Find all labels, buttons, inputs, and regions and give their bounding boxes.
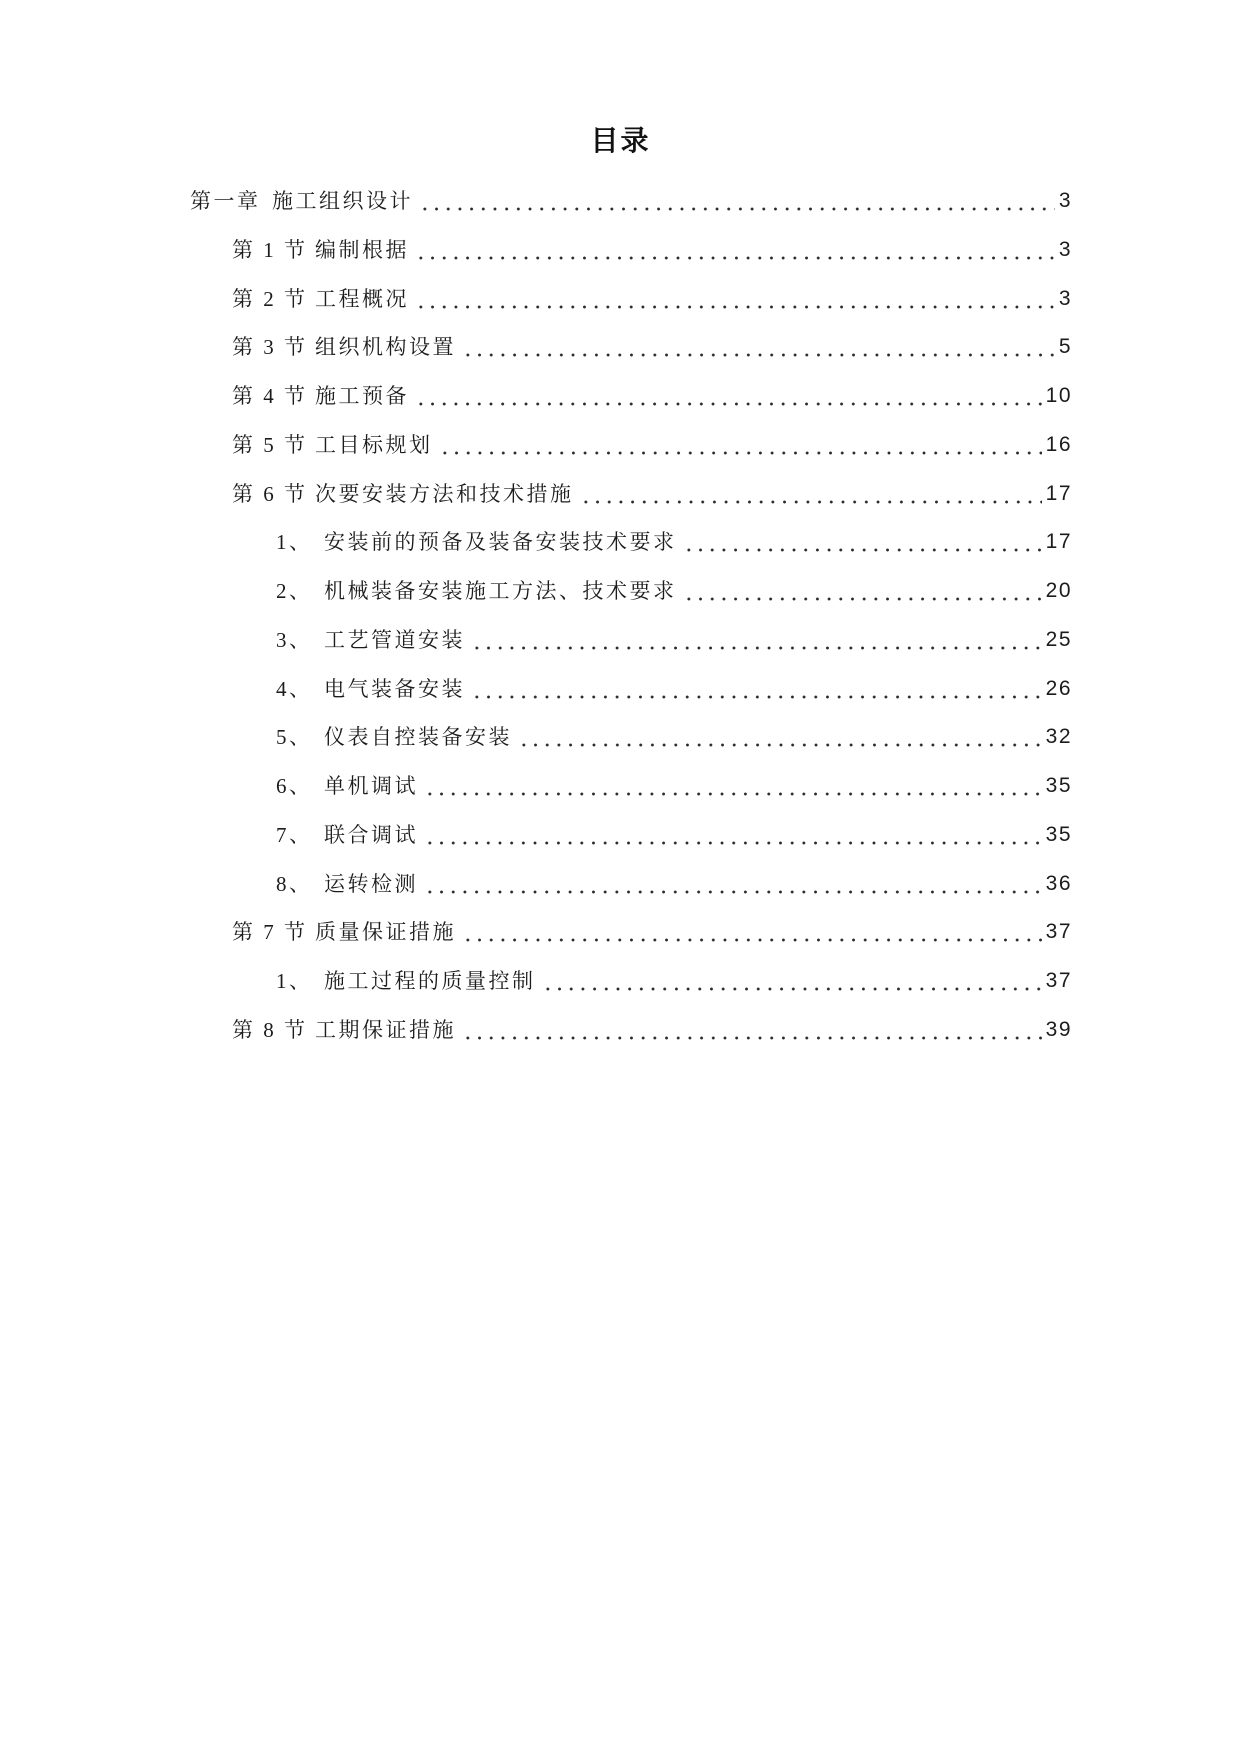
toc-entry-item-6-8 bbox=[0, 860, 1241, 909]
toc-entry-section-1 bbox=[0, 226, 1241, 275]
toc-entry-item-6-6 bbox=[0, 762, 1241, 811]
page-title: 目录 bbox=[590, 126, 651, 157]
toc-entry-title: 机械装备安装施工方法、技术要求 bbox=[324, 579, 677, 603]
toc-entry-page: 35 bbox=[1045, 774, 1072, 797]
toc-leader-dots bbox=[462, 908, 1042, 957]
toc-entry-item-6-2 bbox=[0, 567, 1241, 616]
toc-entry-page: 3 bbox=[1058, 189, 1072, 212]
toc-entry-page: 17 bbox=[1045, 481, 1072, 505]
toc-entry-chapter-1 bbox=[0, 177, 1241, 226]
toc-entry-number: 5、 bbox=[276, 725, 313, 750]
toc-leader-dots bbox=[424, 860, 1042, 909]
toc-entry-page: 26 bbox=[1045, 676, 1072, 700]
toc-entry-number: 8、 bbox=[276, 871, 313, 896]
toc-entry-page: 3 bbox=[1058, 286, 1072, 310]
toc-entry-title: 施工过程的质量控制 bbox=[324, 969, 536, 993]
toc-leader-dots bbox=[518, 713, 1042, 762]
toc-entry-title: 编制根据 bbox=[315, 237, 409, 262]
toc-entry-page: 10 bbox=[1045, 384, 1072, 407]
toc-leader-dots bbox=[462, 1006, 1042, 1055]
toc-leader-dots bbox=[424, 762, 1042, 811]
toc-entry-item-6-4 bbox=[0, 665, 1241, 714]
toc-entry-number: 第一章 bbox=[190, 189, 261, 213]
toc-entry-number: 第 5 节 bbox=[232, 432, 308, 457]
toc-entry-title: 施工组织设计 bbox=[272, 189, 413, 213]
toc-entry-number: 3、 bbox=[276, 627, 313, 652]
toc-entry-title: 电气装备安装 bbox=[324, 676, 465, 701]
toc-leader-dots bbox=[683, 518, 1042, 567]
toc-entry-page: 37 bbox=[1045, 969, 1072, 992]
toc-entry-page: 5 bbox=[1058, 335, 1072, 359]
toc-entry-title: 工程概况 bbox=[315, 286, 409, 311]
toc-entry-title: 工期保证措施 bbox=[315, 1017, 456, 1042]
toc-entry-item-7-1 bbox=[0, 957, 1241, 1006]
toc-entry-number: 第 7 节 bbox=[232, 920, 308, 945]
toc-entry-section-2 bbox=[0, 275, 1241, 324]
toc-entry-item-6-1 bbox=[0, 518, 1241, 567]
toc-entry-page: 35 bbox=[1045, 822, 1072, 846]
toc-entry-number: 第 4 节 bbox=[232, 384, 308, 408]
toc-entry-number: 第 6 节 bbox=[232, 481, 308, 506]
toc-entry-item-6-5 bbox=[0, 713, 1241, 762]
toc-entry-number: 第 8 节 bbox=[232, 1017, 308, 1042]
toc-entry-number: 7、 bbox=[276, 822, 313, 847]
toc-entry-section-8 bbox=[0, 1006, 1241, 1055]
toc-entry-page: 20 bbox=[1045, 579, 1072, 602]
toc-entry-number: 6、 bbox=[276, 774, 313, 798]
toc-leader-dots bbox=[439, 421, 1042, 470]
toc-entry-title: 施工预备 bbox=[315, 384, 409, 408]
toc-entry-page: 39 bbox=[1045, 1017, 1072, 1041]
toc-entry-section-4 bbox=[0, 372, 1241, 421]
toc-entry-number: 1、 bbox=[276, 530, 313, 555]
toc-entry-title: 联合调试 bbox=[324, 822, 418, 847]
toc-leader-dots bbox=[683, 567, 1042, 616]
table-of-contents bbox=[0, 177, 1241, 1055]
toc-entry-title: 仪表自控装备安装 bbox=[324, 725, 512, 750]
toc-leader-dots bbox=[471, 665, 1042, 714]
toc-entry-number: 1、 bbox=[276, 969, 313, 993]
toc-entry-section-5 bbox=[0, 421, 1241, 470]
toc-entry-page: 25 bbox=[1045, 627, 1072, 651]
toc-entry-section-7 bbox=[0, 908, 1241, 957]
toc-entry-number: 2、 bbox=[276, 579, 313, 603]
toc-entry-section-3 bbox=[0, 323, 1241, 372]
toc-leader-dots bbox=[415, 275, 1055, 324]
toc-leader-dots bbox=[415, 372, 1042, 421]
toc-entry-title: 次要安装方法和技术措施 bbox=[315, 481, 574, 506]
toc-entry-title: 工艺管道安装 bbox=[324, 627, 465, 652]
toc-entry-page: 16 bbox=[1045, 432, 1072, 456]
toc-leader-dots bbox=[542, 957, 1042, 1006]
toc-entry-page: 32 bbox=[1045, 725, 1072, 749]
toc-entry-title: 质量保证措施 bbox=[315, 920, 456, 945]
toc-entry-page: 17 bbox=[1045, 530, 1072, 554]
toc-entry-title: 工目标规划 bbox=[315, 432, 433, 457]
toc-leader-dots bbox=[580, 470, 1042, 519]
toc-entry-section-6 bbox=[0, 470, 1241, 519]
toc-entry-title: 运转检测 bbox=[324, 871, 418, 896]
toc-entry-number: 第 2 节 bbox=[232, 286, 308, 311]
toc-entry-number: 第 3 节 bbox=[232, 335, 308, 360]
toc-leader-dots bbox=[471, 616, 1042, 665]
toc-entry-page: 37 bbox=[1045, 920, 1072, 944]
toc-entry-number: 第 1 节 bbox=[232, 237, 308, 262]
toc-entry-title: 安装前的预备及装备安装技术要求 bbox=[324, 530, 677, 555]
toc-entry-page: 3 bbox=[1058, 237, 1072, 261]
toc-entry-item-6-7 bbox=[0, 811, 1241, 860]
toc-entry-title: 单机调试 bbox=[324, 774, 418, 798]
toc-entry-title: 组织机构设置 bbox=[315, 335, 456, 360]
toc-leader-dots bbox=[415, 226, 1055, 275]
toc-entry-item-6-3 bbox=[0, 616, 1241, 665]
toc-leader-dots bbox=[419, 177, 1055, 226]
toc-entry-page: 36 bbox=[1045, 871, 1072, 895]
toc-entry-number: 4、 bbox=[276, 676, 313, 701]
toc-leader-dots bbox=[424, 811, 1042, 860]
toc-leader-dots bbox=[462, 323, 1055, 372]
